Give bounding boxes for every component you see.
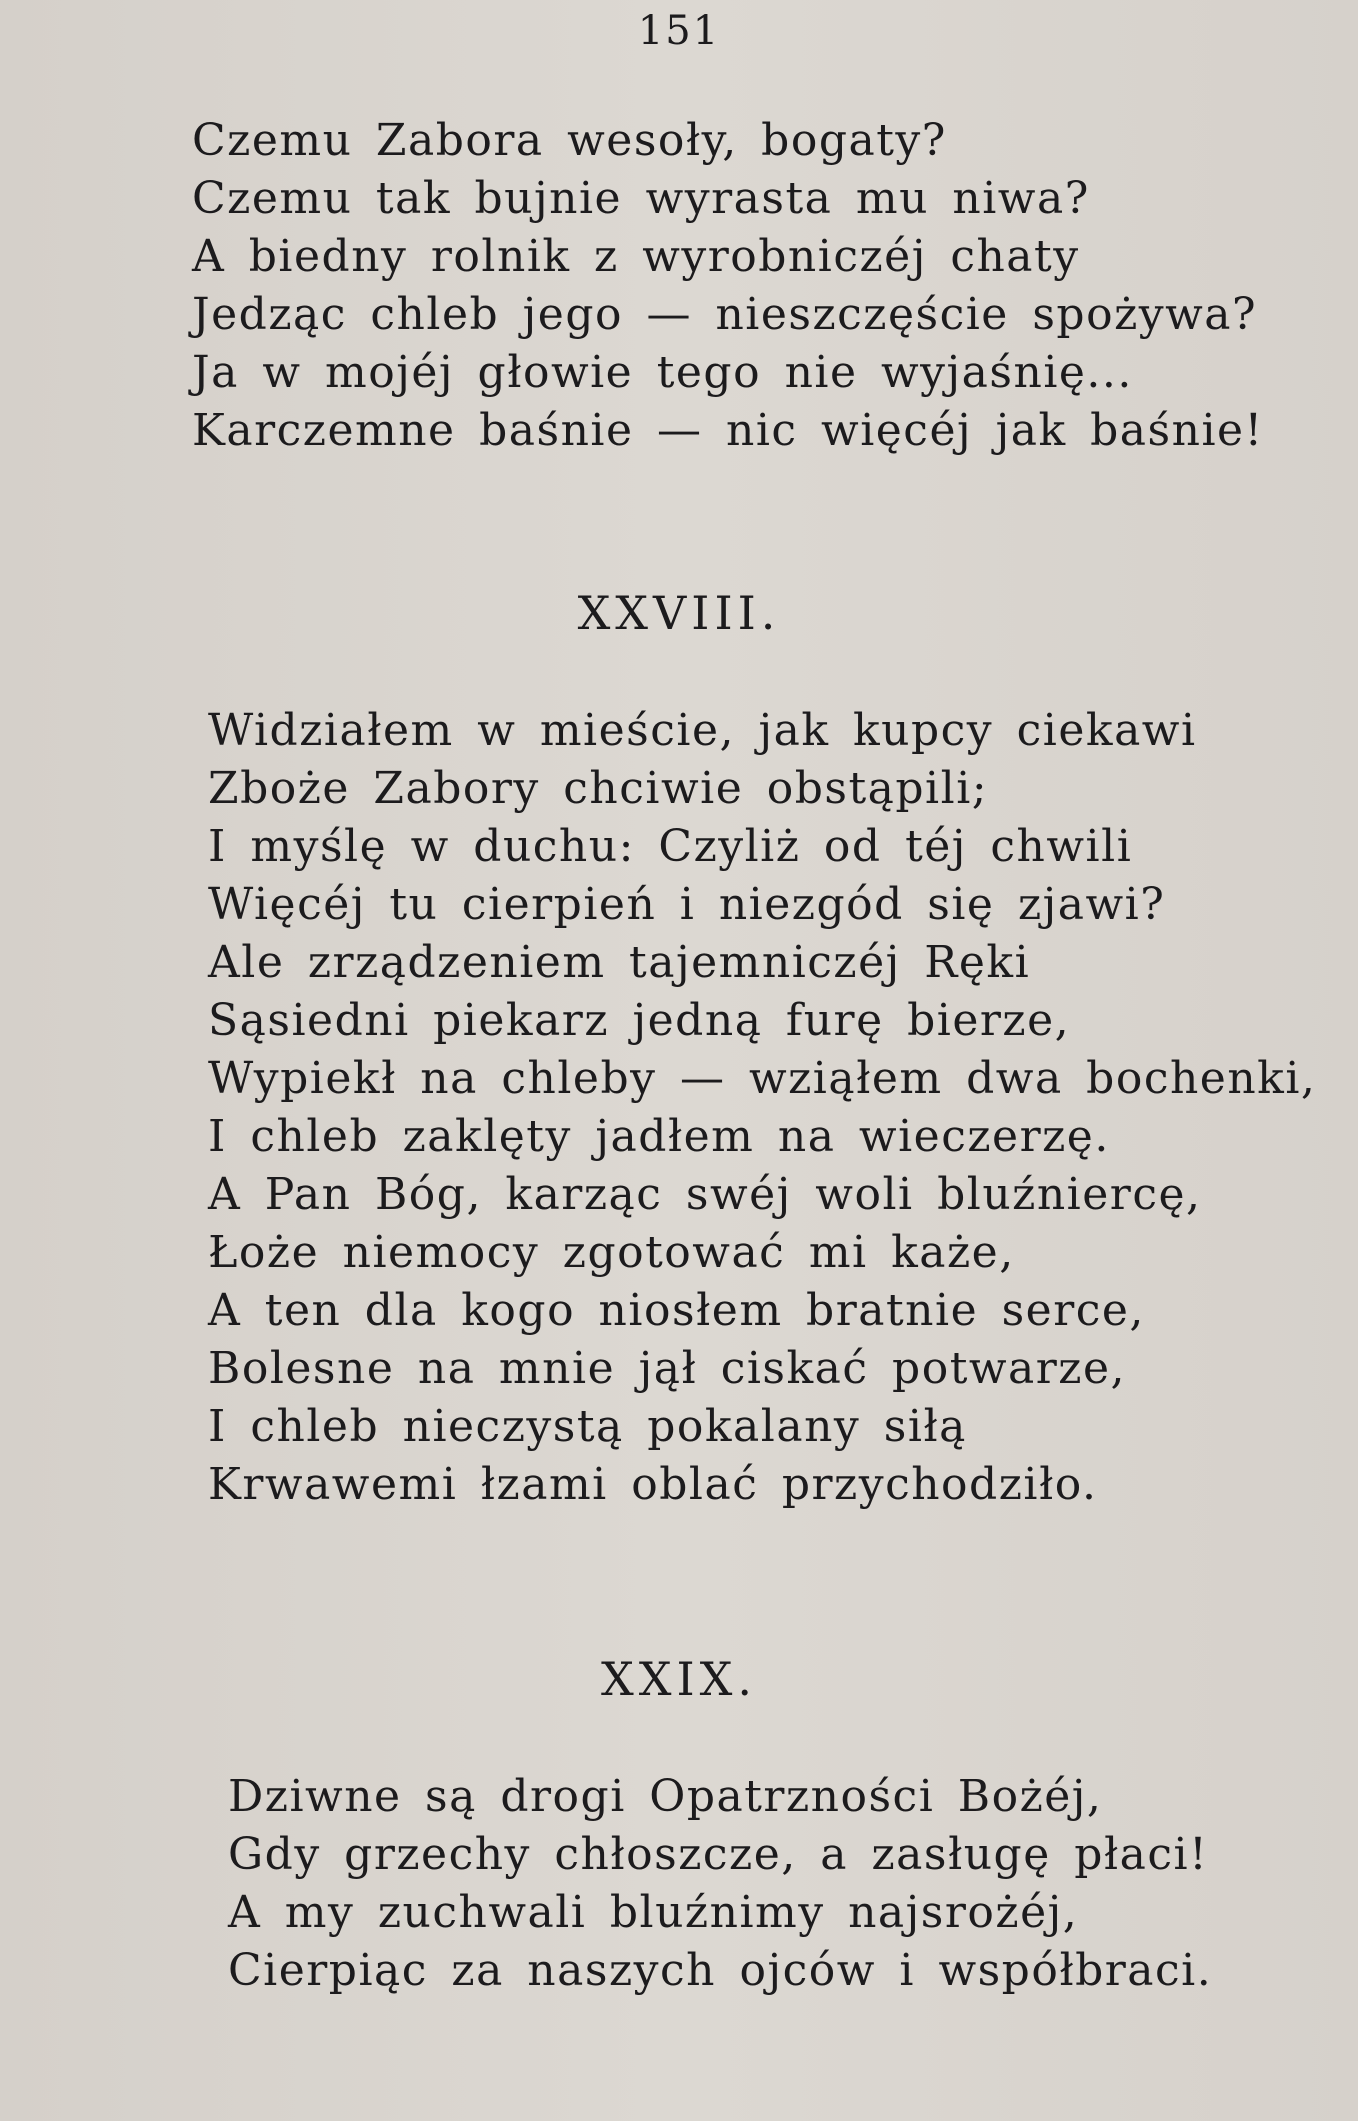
section-heading-xxix: XXIX. bbox=[600, 1652, 758, 1706]
verse-line: Czemu Zabora wesoły, bogaty? bbox=[192, 115, 947, 166]
verse-line: Jedząc chleb jego — nieszczęście spożywa? bbox=[192, 289, 1258, 340]
verse-line: Zboże Zabory chciwie obstąpili; bbox=[208, 763, 989, 814]
verse-line: Czemu tak bujnie wyrasta mu niwa? bbox=[192, 173, 1090, 224]
verse-line: Karczemne baśnie — nic więcéj jak baśnie! bbox=[192, 405, 1264, 456]
verse-line: Sąsiedni piekarz jedną furę bierze, bbox=[208, 995, 1071, 1046]
stanza-3 bbox=[228, 1768, 1212, 2000]
verse-line: Łoże niemocy zgotować mi każe, bbox=[208, 1227, 1015, 1278]
verse-line: Widziałem w mieście, jak kupcy ciekawi bbox=[208, 705, 1197, 756]
verse-line: Cierpiąc za naszych ojców i współbraci. bbox=[228, 1945, 1213, 1996]
section-heading-xxviii: XXVIII. bbox=[577, 586, 781, 640]
verse-line: Gdy grzechy chłoszcze, a zasługę płaci! bbox=[228, 1829, 1209, 1880]
verse-line: A Pan Bóg, karząc swéj woli bluźniercę, bbox=[208, 1169, 1202, 1220]
verse-line: Krwawemi łzami oblać przychodziło. bbox=[208, 1459, 1098, 1510]
verse-line: Ja w mojéj głowie tego nie wyjaśnię... bbox=[192, 347, 1133, 398]
verse-line: I chleb nieczystą pokalany siłą bbox=[208, 1401, 967, 1452]
verse-line: I chleb zaklęty jadłem na wieczerzę. bbox=[208, 1111, 1110, 1162]
verse-line: Wypiekł na chleby — wziąłem dwa bochenki, bbox=[208, 1053, 1317, 1104]
verse-line: A biedny rolnik z wyrobniczéj chaty bbox=[192, 231, 1080, 282]
verse-line: Bolesne na mnie jął ciskać potwarze, bbox=[208, 1343, 1127, 1394]
stanza-1 bbox=[192, 112, 1264, 460]
verse-line: Ale zrządzeniem tajemniczéj Ręki bbox=[208, 937, 1031, 988]
verse-line: Dziwne są drogi Opatrzności Bożéj, bbox=[228, 1771, 1103, 1822]
verse-line: A my zuchwali bluźnimy najsrożéj, bbox=[228, 1887, 1079, 1938]
verse-line: Więcéj tu cierpień i niezgód się zjawi? bbox=[208, 879, 1166, 930]
verse-line: I myślę w duchu: Czyliż od téj chwili bbox=[208, 821, 1133, 872]
page-number: 151 bbox=[637, 8, 721, 54]
verse-line: A ten dla kogo niosłem bratnie serce, bbox=[208, 1285, 1145, 1336]
stanza-2 bbox=[208, 702, 1316, 1514]
